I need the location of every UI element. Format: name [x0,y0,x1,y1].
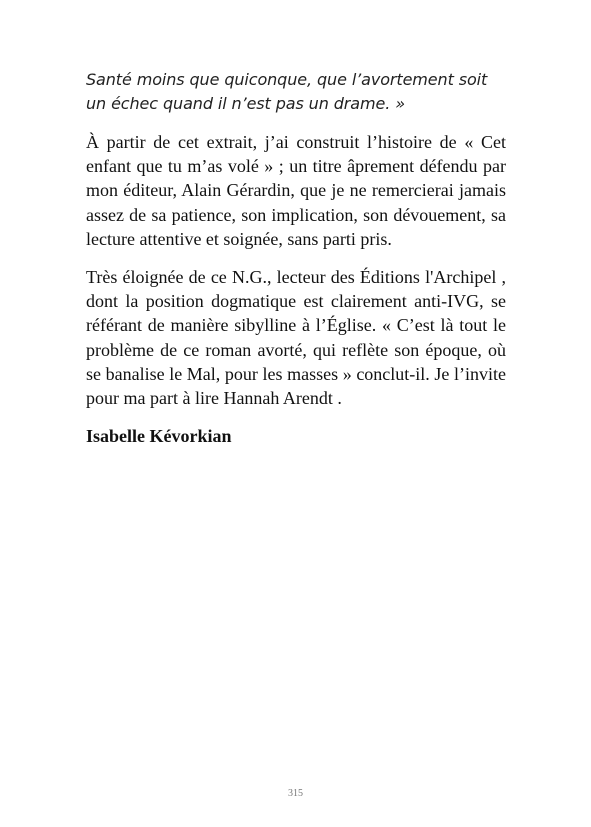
body-text [86,68,506,448]
page-number: 315 [288,788,303,799]
paragraph-reader-critique: Très éloignée de ce N.G., lecteur des Éditions l'Archipel , dont la position dogmatique est clairement anti-IVG, se référant de manière sibylline à l’Église. « C’est là tout le problème de ce roman avorté, qui reflète son époque, où se banalise le Mal, pour les masses » conclut-il. Je l’invite pour ma part à lire Hannah Arendt . [86,267,506,409]
quote-continuation: Santé moins que quiconque, que l’avortement soit un échec quand il n’est pas un drame. » [86,70,488,113]
paragraph-origin-of-title: À partir de cet extrait, j’ai construit l’histoire de « Cet enfant que tu m’as volé » ; un titre âprement défendu par mon éditeur, Alain Gérardin, que je ne remercierai jamais assez de sa patience, son implication, son dévouement, sa lecture attentive et soignée, sans parti pris. [86,132,506,249]
author-signature: Isabelle Kévorkian [86,426,232,447]
